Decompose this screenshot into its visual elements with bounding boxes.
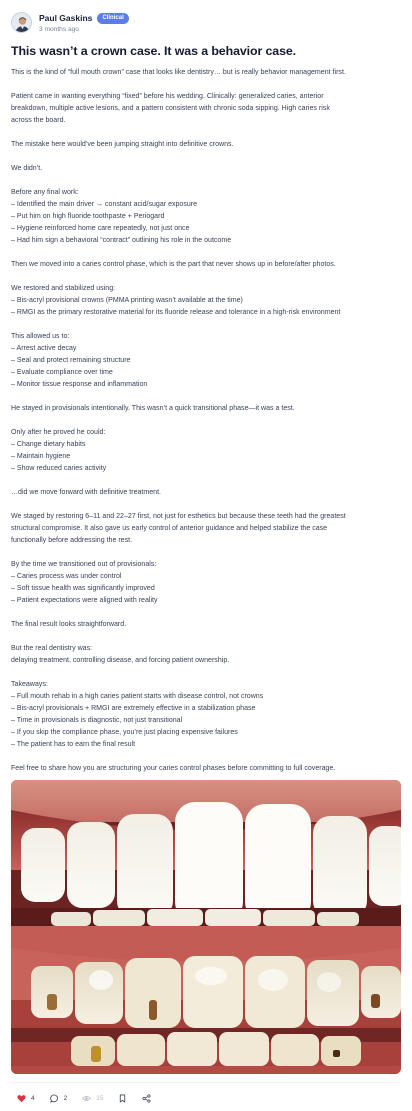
comment-count: 2 <box>63 1094 68 1102</box>
author-row <box>39 12 129 25</box>
comment-button[interactable] <box>50 1094 68 1103</box>
body-line: We didn’t. <box>11 165 43 172</box>
body-paragraph <box>11 331 403 391</box>
body-paragraph <box>11 139 403 151</box>
post-body <box>11 67 403 787</box>
body-line: – Had him sign a behavioral “contract” outlining his role in the outcome <box>11 237 232 244</box>
author-block <box>39 12 129 33</box>
body-line: – Bis-acryl provisionals + RMGI are extremely effective in a stabilization phase <box>11 705 256 712</box>
body-line: – Hygiene reinforced home care repeatedly, not just once <box>11 225 190 232</box>
body-line: structural compromise. It also gave us early control of anterior guidance and helped stabilize the case <box>11 525 328 532</box>
body-paragraph <box>11 259 403 271</box>
avatar-photo <box>12 13 32 33</box>
body-paragraph <box>11 187 403 247</box>
share-icon <box>142 1094 151 1103</box>
body-paragraph <box>11 559 403 607</box>
body-paragraph <box>11 511 403 547</box>
body-paragraph <box>11 619 403 631</box>
body-line: The mistake here would’ve been jumping straight into definitive crowns. <box>11 141 234 148</box>
body-line: Then we moved into a caries control phase, which is the part that never shows up in before/after photos. <box>11 261 336 268</box>
post-timestamp: 3 months ago <box>39 25 79 33</box>
body-line: – Patient expectations were aligned with reality <box>11 597 158 604</box>
post-actions <box>17 1092 166 1104</box>
body-line: – Put him on high fluoride toothpaste + Periogard <box>11 213 165 220</box>
body-paragraph <box>11 427 403 475</box>
body-line: He stayed in provisionals intentionally. This wasn’t a quick transitional phase—it was a test. <box>11 405 295 412</box>
body-line: – RMGI as the primary restorative material for its fluoride release and tolerance in a high-risk environment <box>11 309 341 316</box>
body-line: Patient came in wanting everything “fixed” before his wedding. Clinically: generalized caries, anterior <box>11 93 324 100</box>
body-line: – Full mouth rehab in a high caries patient starts with disease control, not crowns <box>11 693 264 700</box>
body-line: functionally before addressing the rest. <box>11 537 133 544</box>
body-line: Before any final work: <box>11 189 79 196</box>
body-line: – Soft tissue health was significantly improved <box>11 585 155 592</box>
bookmark-button[interactable] <box>118 1094 127 1103</box>
body-line: This allowed us to: <box>11 333 70 340</box>
body-line: Feel free to share how you are structuring your caries control phases before committing to full coverage. <box>11 765 336 772</box>
body-line: – Maintain hygiene <box>11 453 71 460</box>
post-image[interactable] <box>11 780 401 1074</box>
body-line: – Show reduced caries activity <box>11 465 107 472</box>
body-line: – Seal and protect remaining structure <box>11 357 131 364</box>
body-line: – Monitor tissue response and inflammation <box>11 381 148 388</box>
body-line: Takeaways: <box>11 681 48 688</box>
body-paragraph <box>11 91 403 127</box>
body-line: We staged by restoring 6–11 and 22–27 first, not just for esthetics but because these teeth had the greatest <box>11 513 346 520</box>
body-paragraph <box>11 403 403 415</box>
body-paragraph <box>11 487 403 499</box>
avatar[interactable] <box>11 12 32 33</box>
body-line: Only after he proved he could: <box>11 429 106 436</box>
body-line: – Identified the main driver → constant acid/sugar exposure <box>11 201 198 208</box>
body-line: breakdown, multiple active lesions, and a pattern consistent with chronic soda sipping. High caries risk <box>11 105 330 112</box>
body-line: By the time we transitioned out of provisionals: <box>11 561 157 568</box>
body-line: – Change dietary habits <box>11 441 86 448</box>
comment-icon <box>50 1094 59 1103</box>
body-paragraph <box>11 283 403 319</box>
body-paragraph <box>11 67 403 79</box>
body-line: – If you skip the compliance phase, you’re just placing expensive failures <box>11 729 238 736</box>
eye-icon <box>82 1094 91 1103</box>
body-line: We restored and stabilized using: <box>11 285 116 292</box>
bookmark-icon <box>118 1094 127 1103</box>
body-line: The final result looks straightforward. <box>11 621 127 628</box>
body-line: – The patient has to earn the final result <box>11 741 136 748</box>
like-count: 4 <box>31 1094 35 1102</box>
body-paragraph <box>11 763 403 775</box>
post-header <box>11 9 129 35</box>
body-line: – Bis-acryl provisional crowns (PMMA printing wasn’t available at the time) <box>11 297 243 304</box>
heart-icon <box>17 1094 26 1103</box>
body-line: – Evaluate compliance over time <box>11 369 113 376</box>
body-paragraph <box>11 643 403 667</box>
like-button[interactable] <box>17 1094 35 1103</box>
author-name[interactable]: Paul Gaskins <box>39 13 93 23</box>
body-line: This is the kind of “full mouth crown” case that looks like dentistry… but is really behavior management first. <box>11 69 346 76</box>
upper-teeth-before <box>31 956 401 1028</box>
body-line: …did we move forward with definitive treatment. <box>11 489 162 496</box>
body-line: – Caries process was under control <box>11 573 122 580</box>
divider <box>11 1082 401 1083</box>
body-paragraph <box>11 163 403 175</box>
body-line: – Time in provisionals is diagnostic, not just transitional <box>11 717 183 724</box>
post-title: This wasn’t a crown case. It was a behavior case. <box>11 44 297 58</box>
body-line: delaying treatment, controlling disease, and forcing patient ownership. <box>11 657 230 664</box>
body-line: – Arrest active decay <box>11 345 77 352</box>
category-badge[interactable]: Clinical <box>97 13 128 24</box>
body-paragraph <box>11 679 403 751</box>
body-line: across the board. <box>11 117 66 124</box>
body-line: But the real dentistry was: <box>11 645 93 652</box>
share-button[interactable] <box>142 1094 151 1103</box>
view-count: 15 <box>96 1094 104 1102</box>
views-indicator <box>82 1094 103 1103</box>
dental-before-after-photo <box>11 780 401 1074</box>
